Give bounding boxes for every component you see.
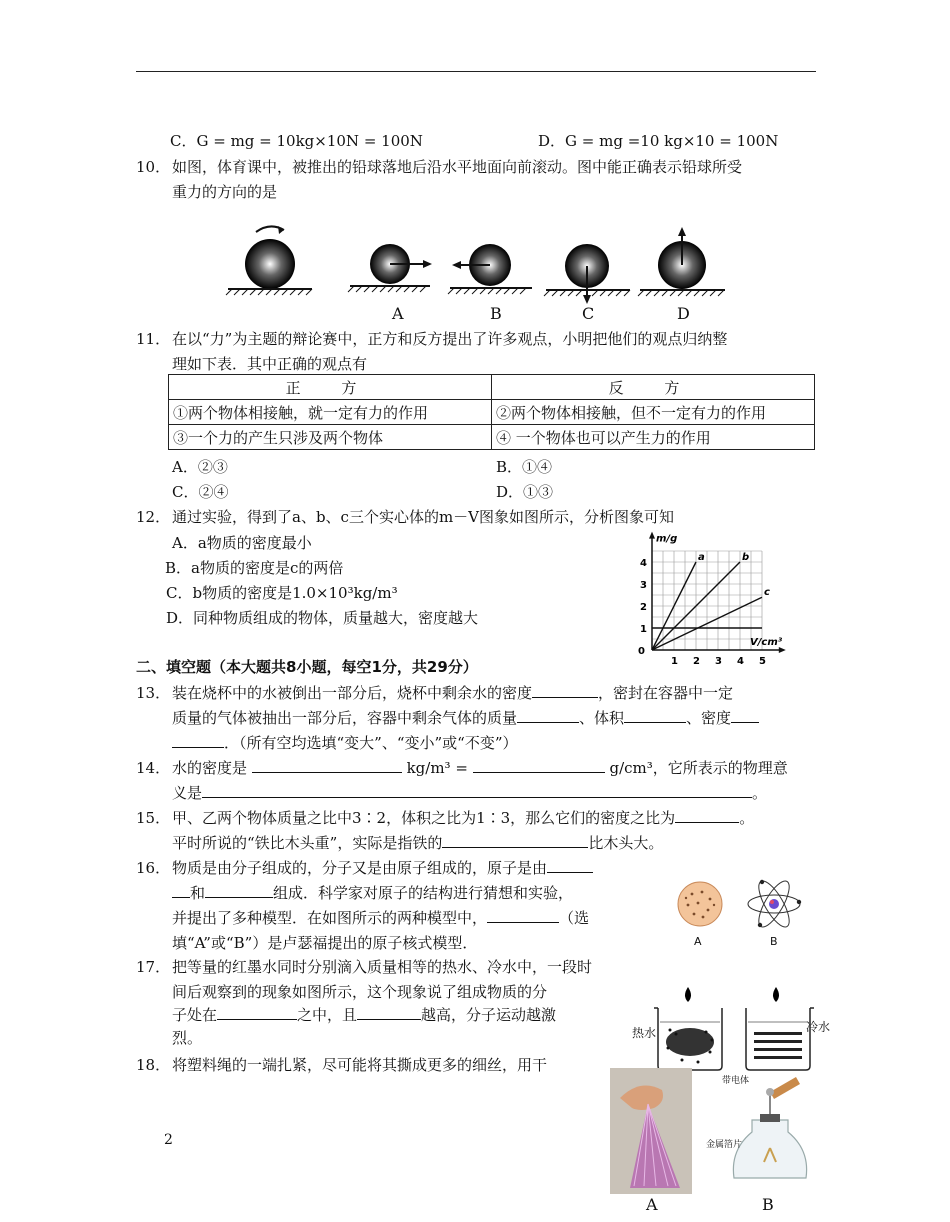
table-cell: ①两个物体相接触，就一定有力的作用 xyxy=(169,400,492,425)
text: ，密封在容器中一定 xyxy=(598,684,734,702)
option-c-ball xyxy=(544,244,630,304)
figure-label-a: A xyxy=(392,304,404,323)
q17-line2: 间后观察到的现象如图所示，这个现象说了组成物质的分 xyxy=(172,983,548,1001)
question-number: 17． xyxy=(136,958,171,976)
question-number: 13． xyxy=(136,684,171,702)
text: 装在烧杯中的水被倒出一部分后，烧杯中剩余水的密度 xyxy=(172,684,533,702)
cold-water-label: 冷水 xyxy=(806,1020,831,1034)
mass-volume-graph xyxy=(630,528,802,668)
hot-water-beaker xyxy=(654,987,722,1070)
figure-label-a: A xyxy=(646,1195,658,1214)
question-number: 16． xyxy=(136,859,171,877)
text: 平时所说的“铁比木头重”，实际是指铁的 xyxy=(172,834,443,852)
question-number: 18． xyxy=(136,1056,171,1074)
answer-blank[interactable] xyxy=(675,808,739,823)
x-tick-label: 4 xyxy=(737,656,744,667)
text: 质量的气体被抽出一部分后，容器中剩余气体的质量 xyxy=(172,709,518,727)
q12-option-c: C．b物质的密度是1.0×10³kg/m³ xyxy=(166,584,398,602)
answer-blank[interactable] xyxy=(172,883,190,898)
q15-line2 xyxy=(172,832,663,853)
q17-line3 xyxy=(172,1004,556,1025)
question-number: 11． xyxy=(136,330,171,348)
viewpoints-table xyxy=(168,374,815,450)
figure-label-c: C xyxy=(582,304,595,323)
table-header-negative: 反 方 xyxy=(492,375,815,400)
figure-label-b: B xyxy=(762,1195,774,1214)
answer-blank[interactable] xyxy=(252,758,402,773)
q17-line1: 把等量的红墨水同时分别滴入质量相等的热水、冷水中，一段时 xyxy=(172,958,593,976)
q10-stem-line2: 重力的方向的是 xyxy=(172,183,278,201)
q15-line1 xyxy=(172,807,754,828)
table-row xyxy=(169,425,815,450)
q16-line2 xyxy=(172,882,573,903)
text: 比木头大。 xyxy=(588,834,664,852)
origin-label: 0 xyxy=(638,646,645,657)
text: 水的密度是 xyxy=(172,759,248,777)
text: ．（所有空均选填“变大”、“变小”或“不变”） xyxy=(224,734,518,752)
rutherford-nuclear-model xyxy=(748,877,801,931)
text: 并提出了多种模型．在如图所示的两种模型中， xyxy=(172,909,488,927)
q14-line2 xyxy=(172,782,767,803)
q11-option-a: A．②③ xyxy=(172,458,228,476)
answer-blank[interactable] xyxy=(205,883,273,898)
plastic-strands-photo xyxy=(610,1068,692,1194)
answer-blank[interactable] xyxy=(532,683,598,698)
q17-line4: 烈。 xyxy=(172,1029,203,1047)
ink-diffusion-figure xyxy=(632,982,832,1077)
text: 义是 xyxy=(172,784,203,802)
answer-blank[interactable] xyxy=(517,708,579,723)
text: 和 xyxy=(190,884,206,902)
q16-line3 xyxy=(172,907,589,928)
table-header-affirmative: 正 方 xyxy=(169,375,492,400)
rolling-ball-reference xyxy=(226,226,312,295)
answer-blank[interactable] xyxy=(357,1005,421,1020)
answer-blank[interactable] xyxy=(487,908,559,923)
plum-pudding-model xyxy=(678,882,722,926)
x-axis-label: V/cm³ xyxy=(750,637,783,648)
text: （选 xyxy=(559,909,590,927)
table-cell: ③一个力的产生只涉及两个物体 xyxy=(169,425,492,450)
q18-line1: 将塑料绳的一端扎紧，尽可能将其撕成更多的细丝，用干 xyxy=(172,1056,548,1074)
text: 子处在 xyxy=(172,1006,218,1024)
cold-water-beaker xyxy=(746,987,814,1070)
answer-blank[interactable] xyxy=(624,708,686,723)
option-d-ball xyxy=(638,227,725,296)
text: 甲、乙两个物体质量之比中3∶2，体积之比为1∶3，那么它们的密度之比为 xyxy=(172,809,676,827)
table-row xyxy=(169,400,815,425)
answer-blank[interactable] xyxy=(217,1005,297,1020)
electroscope-figure xyxy=(700,1070,820,1194)
text: 。 xyxy=(752,784,768,802)
question-number: 14． xyxy=(136,759,171,777)
answer-blank[interactable] xyxy=(547,858,593,873)
series-label-a: a xyxy=(698,552,705,563)
q9-option-d: D．G = mg =10 kg×10 = 100N xyxy=(538,132,779,150)
y-tick-label: 1 xyxy=(640,624,647,635)
q12-option-a: A．a物质的密度最小 xyxy=(172,534,312,552)
answer-blank[interactable] xyxy=(172,733,224,748)
series-label-c: c xyxy=(764,587,770,599)
figure-label-b: B xyxy=(490,304,502,323)
figure-label-d: D xyxy=(677,304,690,323)
q16-line4: 填“A”或“B”）是卢瑟福提出的原子核式模型． xyxy=(172,934,478,952)
metal-foil-label: 金属箔片 xyxy=(706,1140,743,1150)
charged-body-label: 带电体 xyxy=(722,1076,750,1086)
text: 组成．科学家对原子的结构进行猜想和实验， xyxy=(273,884,574,902)
table-cell: ④ 一个物体也可以产生力的作用 xyxy=(492,425,815,450)
option-b-ball xyxy=(448,244,532,294)
answer-blank[interactable] xyxy=(473,758,605,773)
text: 越高，分子运动越激 xyxy=(421,1006,557,1024)
hot-water-label: 热水 xyxy=(632,1026,657,1040)
y-axis-arrow xyxy=(649,532,655,539)
series-label-b: b xyxy=(742,552,750,563)
y-tick-label: 4 xyxy=(640,558,647,569)
header-rule xyxy=(136,71,816,72)
text: 、密度 xyxy=(686,709,732,727)
y-tick-label: 2 xyxy=(640,602,647,613)
answer-blank[interactable] xyxy=(731,708,759,723)
q11-option-d: D．①③ xyxy=(496,483,554,501)
y-axis-label: m/g xyxy=(656,533,678,545)
section-heading: 二、填空题（本大题共8小题，每空1分，共29分） xyxy=(136,658,478,676)
x-tick-label: 5 xyxy=(759,656,766,667)
q10-stem-line1: 如图，体育课中，被推出的铅球落地后沿水平地面向前滚动。图中能正确表示铅球所受 xyxy=(172,158,743,176)
q9-option-c: C．G = mg = 10kg×10N = 100N xyxy=(170,132,423,150)
q12-stem: 通过实验，得到了a、b、c三个实心体的m－V图象如图所示，分析图象可知 xyxy=(172,508,675,526)
page-number: 2 xyxy=(164,1132,173,1148)
q11-option-c: C．②④ xyxy=(172,483,229,501)
table-cell: ②两个物体相接触，但不一定有力的作用 xyxy=(492,400,815,425)
question-number: 12． xyxy=(136,508,171,526)
q13-line1 xyxy=(172,682,733,703)
q11-stem-line1: 在以“力”为主题的辩论赛中，正方和反方提出了许多观点，小明把他们的观点归纳整 xyxy=(172,330,728,348)
x-tick-label: 3 xyxy=(715,656,722,667)
figure-label-b: B xyxy=(770,935,778,948)
text: 。 xyxy=(739,809,755,827)
shot-put-figure xyxy=(220,222,740,327)
text: 物质是由分子组成的，分子又是由原子组成的，原子是由 xyxy=(172,859,548,877)
answer-blank[interactable] xyxy=(202,783,752,798)
question-number: 10． xyxy=(136,158,171,176)
q12-option-b: B．a物质的密度是c的两倍 xyxy=(165,559,344,577)
q11-option-b: B．①④ xyxy=(496,458,553,476)
question-number: 15． xyxy=(136,809,171,827)
figure-label-a: A xyxy=(694,935,702,948)
x-tick-label: 1 xyxy=(671,656,678,667)
q14-line1 xyxy=(172,757,788,778)
q16-line1 xyxy=(172,857,593,878)
text: 、体积 xyxy=(579,709,625,727)
q13-line3 xyxy=(172,732,518,753)
answer-blank[interactable] xyxy=(442,833,588,848)
text: kg/m³ = xyxy=(406,759,468,777)
text: 之中，且 xyxy=(297,1006,358,1024)
x-tick-label: 2 xyxy=(693,656,700,667)
option-a-ball xyxy=(348,244,432,292)
text: g/cm³，它所表示的物理意 xyxy=(609,759,788,777)
q11-stem-line2: 理如下表．其中正确的观点有 xyxy=(172,355,368,373)
y-tick-label: 3 xyxy=(640,580,647,591)
q12-option-d: D．同种物质组成的物体，质量越大，密度越大 xyxy=(166,609,479,627)
q13-line2 xyxy=(172,707,759,728)
